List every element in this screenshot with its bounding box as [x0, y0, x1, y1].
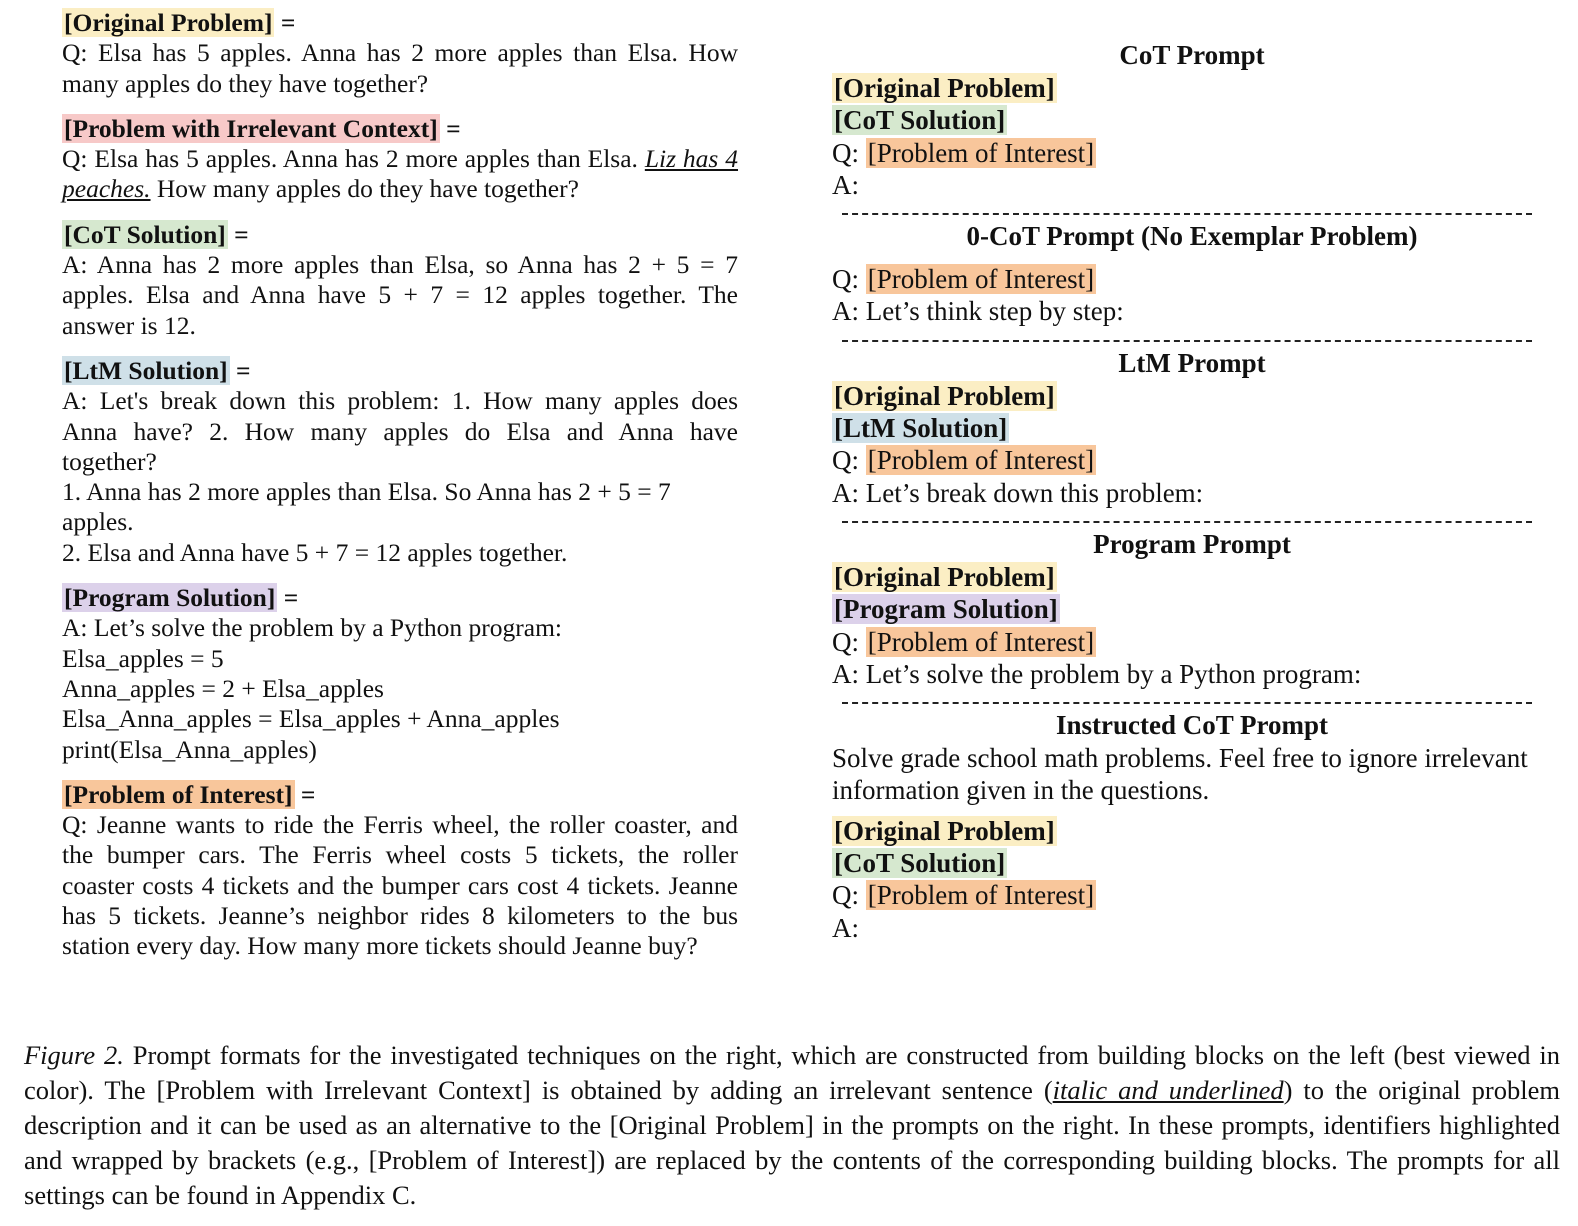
problem-of-interest-label: [Problem of Interest] [64, 779, 293, 809]
problem-of-interest-tag: [Problem of Interest] [867, 626, 1095, 657]
program-solution-tag: [Program Solution] [834, 594, 1058, 625]
answer-line: A: [832, 912, 859, 943]
original-problem-label: [Original Problem] [64, 8, 273, 37]
problem-of-interest-tag: [Problem of Interest] [867, 880, 1095, 911]
cot-solution-block: [CoT Solution] = A: Anna has 2 more apples than Elsa, so Anna has 2 + 5 = 7 apples. Elsa and Anna have 5 + 7 = 12 apples together. The answer is 12. [62, 219, 738, 340]
answer-line: A: Let’s break down this problem: [832, 477, 1204, 508]
answer-line: A: Let’s solve the problem by a Python program: [832, 658, 1362, 689]
program-line: Anna_apples = 2 + Elsa_apples [62, 673, 384, 703]
ltm-solution-block: [LtM Solution] = A: Let's break down this problem: 1. How many apples does Anna have? 2. How many apples do Elsa and Anna have together? 1. Anna has 2 more apples than Elsa. So Anna has 2 + 5 = 7 apples. 2. Elsa and Anna have 5 + 7 = 12 apples together. [62, 355, 738, 567]
dashed-divider [842, 213, 1532, 215]
prompt-formats-column: CoT Prompt [Original Problem] [CoT Solution] Q: [Problem of Interest] A: 0-CoT Prompt (No Exemplar Problem) Q: [Problem of Interest] A: Let’s think step by step: LtM Prompt [Original Problem] [LtM Solution] Q: [Problem of Interest] A: Let’s break down this problem: Program Prompt [Original Problem] [Program Solution] Q: [Problem of Interest] A: Let’s solve the problem by a Python program: Instructed CoT Prompt Solve grade school math problems. Feel free to ignore irrelevant information given in the questions. [Original Problem] [CoT Solution] Q: [Problem of Interest] A: [832, 38, 1537, 944]
problem-of-interest-tag: [Problem of Interest] [867, 445, 1095, 476]
zero-cot-prompt-title: 0-CoT Prompt (No Exemplar Problem) [966, 221, 1418, 252]
instruction-text: Solve grade school math problems. Feel free to ignore irrelevant information given in the questions. [832, 743, 1528, 806]
original-problem-tag: [Original Problem] [834, 561, 1055, 592]
original-problem-tag: [Original Problem] [834, 815, 1055, 846]
problem-of-interest-tag: [Problem of Interest] [867, 137, 1095, 168]
dashed-divider [842, 702, 1532, 704]
problem-of-interest-block: [Problem of Interest] = Q: Jeanne wants to ride the Ferris wheel, the roller coaster, and the bumper cars. The Ferris wheel costs 5 tickets, the roller coaster costs 4 tickets and the bumper cars cost 4 tickets. Jeanne has 5 tickets. Jeanne’s neighbor rides 8 kilometers to the bus station every day. How many more tickets should Jeanne buy? [62, 779, 738, 961]
irrelevant-sentence: Liz has 4 peaches. [62, 144, 739, 204]
cot-solution-text: A: Anna has 2 more apples than Elsa, so Anna has 2 + 5 = 7 apples. Elsa and Anna have 5 + 7 = 12 apples together. The answer is 12. [62, 250, 738, 340]
program-line: A: Let’s solve the problem by a Python program: [62, 613, 563, 643]
irrelevant-context-block: [Problem with Irrelevant Context] = Q: Elsa has 5 apples. Anna has 2 more apples than Elsa. Liz has 4 peaches. How many apples do they have together? [62, 113, 739, 204]
program-solution-block: [Program Solution] = A: Let’s solve the problem by a Python program: Elsa_apples = 5 Anna_apples = 2 + Elsa_apples Elsa_Anna_apples = Elsa_apples + Anna_apples print(Elsa_Anna_apples) [62, 583, 738, 765]
dashed-divider [842, 340, 1532, 342]
irrelevant-context-label: [Problem with Irrelevant Context] [64, 113, 438, 143]
original-problem-block: [Original Problem] = Q: Elsa has 5 apples. Anna has 2 more apples than Elsa. How many apples do they have together? [62, 8, 738, 98]
problem-of-interest-tag: [Problem of Interest] [867, 264, 1095, 295]
instructed-cot-prompt-title: Instructed CoT Prompt [1055, 710, 1328, 741]
cot-solution-label: [CoT Solution] [64, 219, 226, 249]
original-problem-tag: [Original Problem] [834, 73, 1055, 103]
program-prompt-title: Program Prompt [1093, 528, 1291, 559]
program-solution-label: [Program Solution] [64, 583, 276, 613]
program-line: Elsa_apples = 5 [62, 643, 224, 673]
irrelevant-context-text: Q: Elsa has 5 apples. Anna has 2 more apples than Elsa. Liz has 4 peaches. How many apples do they have together? [62, 144, 739, 204]
program-line: Elsa_Anna_apples = Elsa_apples + Anna_apples [62, 704, 560, 734]
dashed-divider [842, 521, 1532, 523]
building-blocks-column [62, 8, 738, 977]
cot-prompt-title: CoT Prompt [1119, 40, 1265, 70]
ltm-solution-tag: [LtM Solution] [834, 413, 1008, 444]
ltm-step-1: 1. Anna has 2 more apples than Elsa. So Anna has 2 + 5 = 7 apples. [62, 477, 671, 537]
problem-of-interest-text: Q: Jeanne wants to ride the Ferris wheel, the roller coaster, and the bumper cars. The Ferris wheel costs 5 tickets, the roller coaster costs 4 tickets and the bumper cars cost 4 tickets. Jeanne has 5 tickets. Jeanne’s neighbor rides 8 kilometers to the bus station every day. How many more tickets should Jeanne buy? [62, 810, 738, 961]
cot-solution-tag: [CoT Solution] [834, 848, 1006, 879]
ltm-solution-text: A: Let's break down this problem: 1. How many apples does Anna have? 2. How many apples do Elsa and Anna have together? [62, 386, 738, 476]
cot-solution-tag: [CoT Solution] [834, 105, 1006, 136]
figure-caption: Figure 2. Prompt formats for the investigated techniques on the right, which are constructed from building blocks on the left (best viewed in color). The [Problem with Irrelevant Context] is obtained by adding an irrelevant sentence (italic and underlined) to the original problem description and it can be used as an alternative to the [Original Problem] in the prompts on the right. In these prompts, identifiers highlighted and wrapped by brackets (e.g., [Problem of Interest]) are replaced by the contents of the corresponding building blocks. The prompts for all settings can be found in Appendix C. [24, 1040, 1560, 1210]
program-line: print(Elsa_Anna_apples) [62, 734, 317, 764]
ltm-solution-label: [LtM Solution] [64, 355, 228, 385]
ltm-prompt-title: LtM Prompt [1118, 347, 1266, 378]
answer-line: A: [832, 169, 859, 200]
answer-line: A: Let’s think step by step: [832, 296, 1124, 327]
original-problem-tag: [Original Problem] [834, 380, 1055, 411]
original-problem-text: Q: Elsa has 5 apples. Anna has 2 more apples than Elsa. How many apples do they have together? [62, 38, 738, 98]
figure-number: Figure 2. [24, 1040, 124, 1070]
ltm-step-2: 2. Elsa and Anna have 5 + 7 = 12 apples together. [62, 537, 568, 567]
